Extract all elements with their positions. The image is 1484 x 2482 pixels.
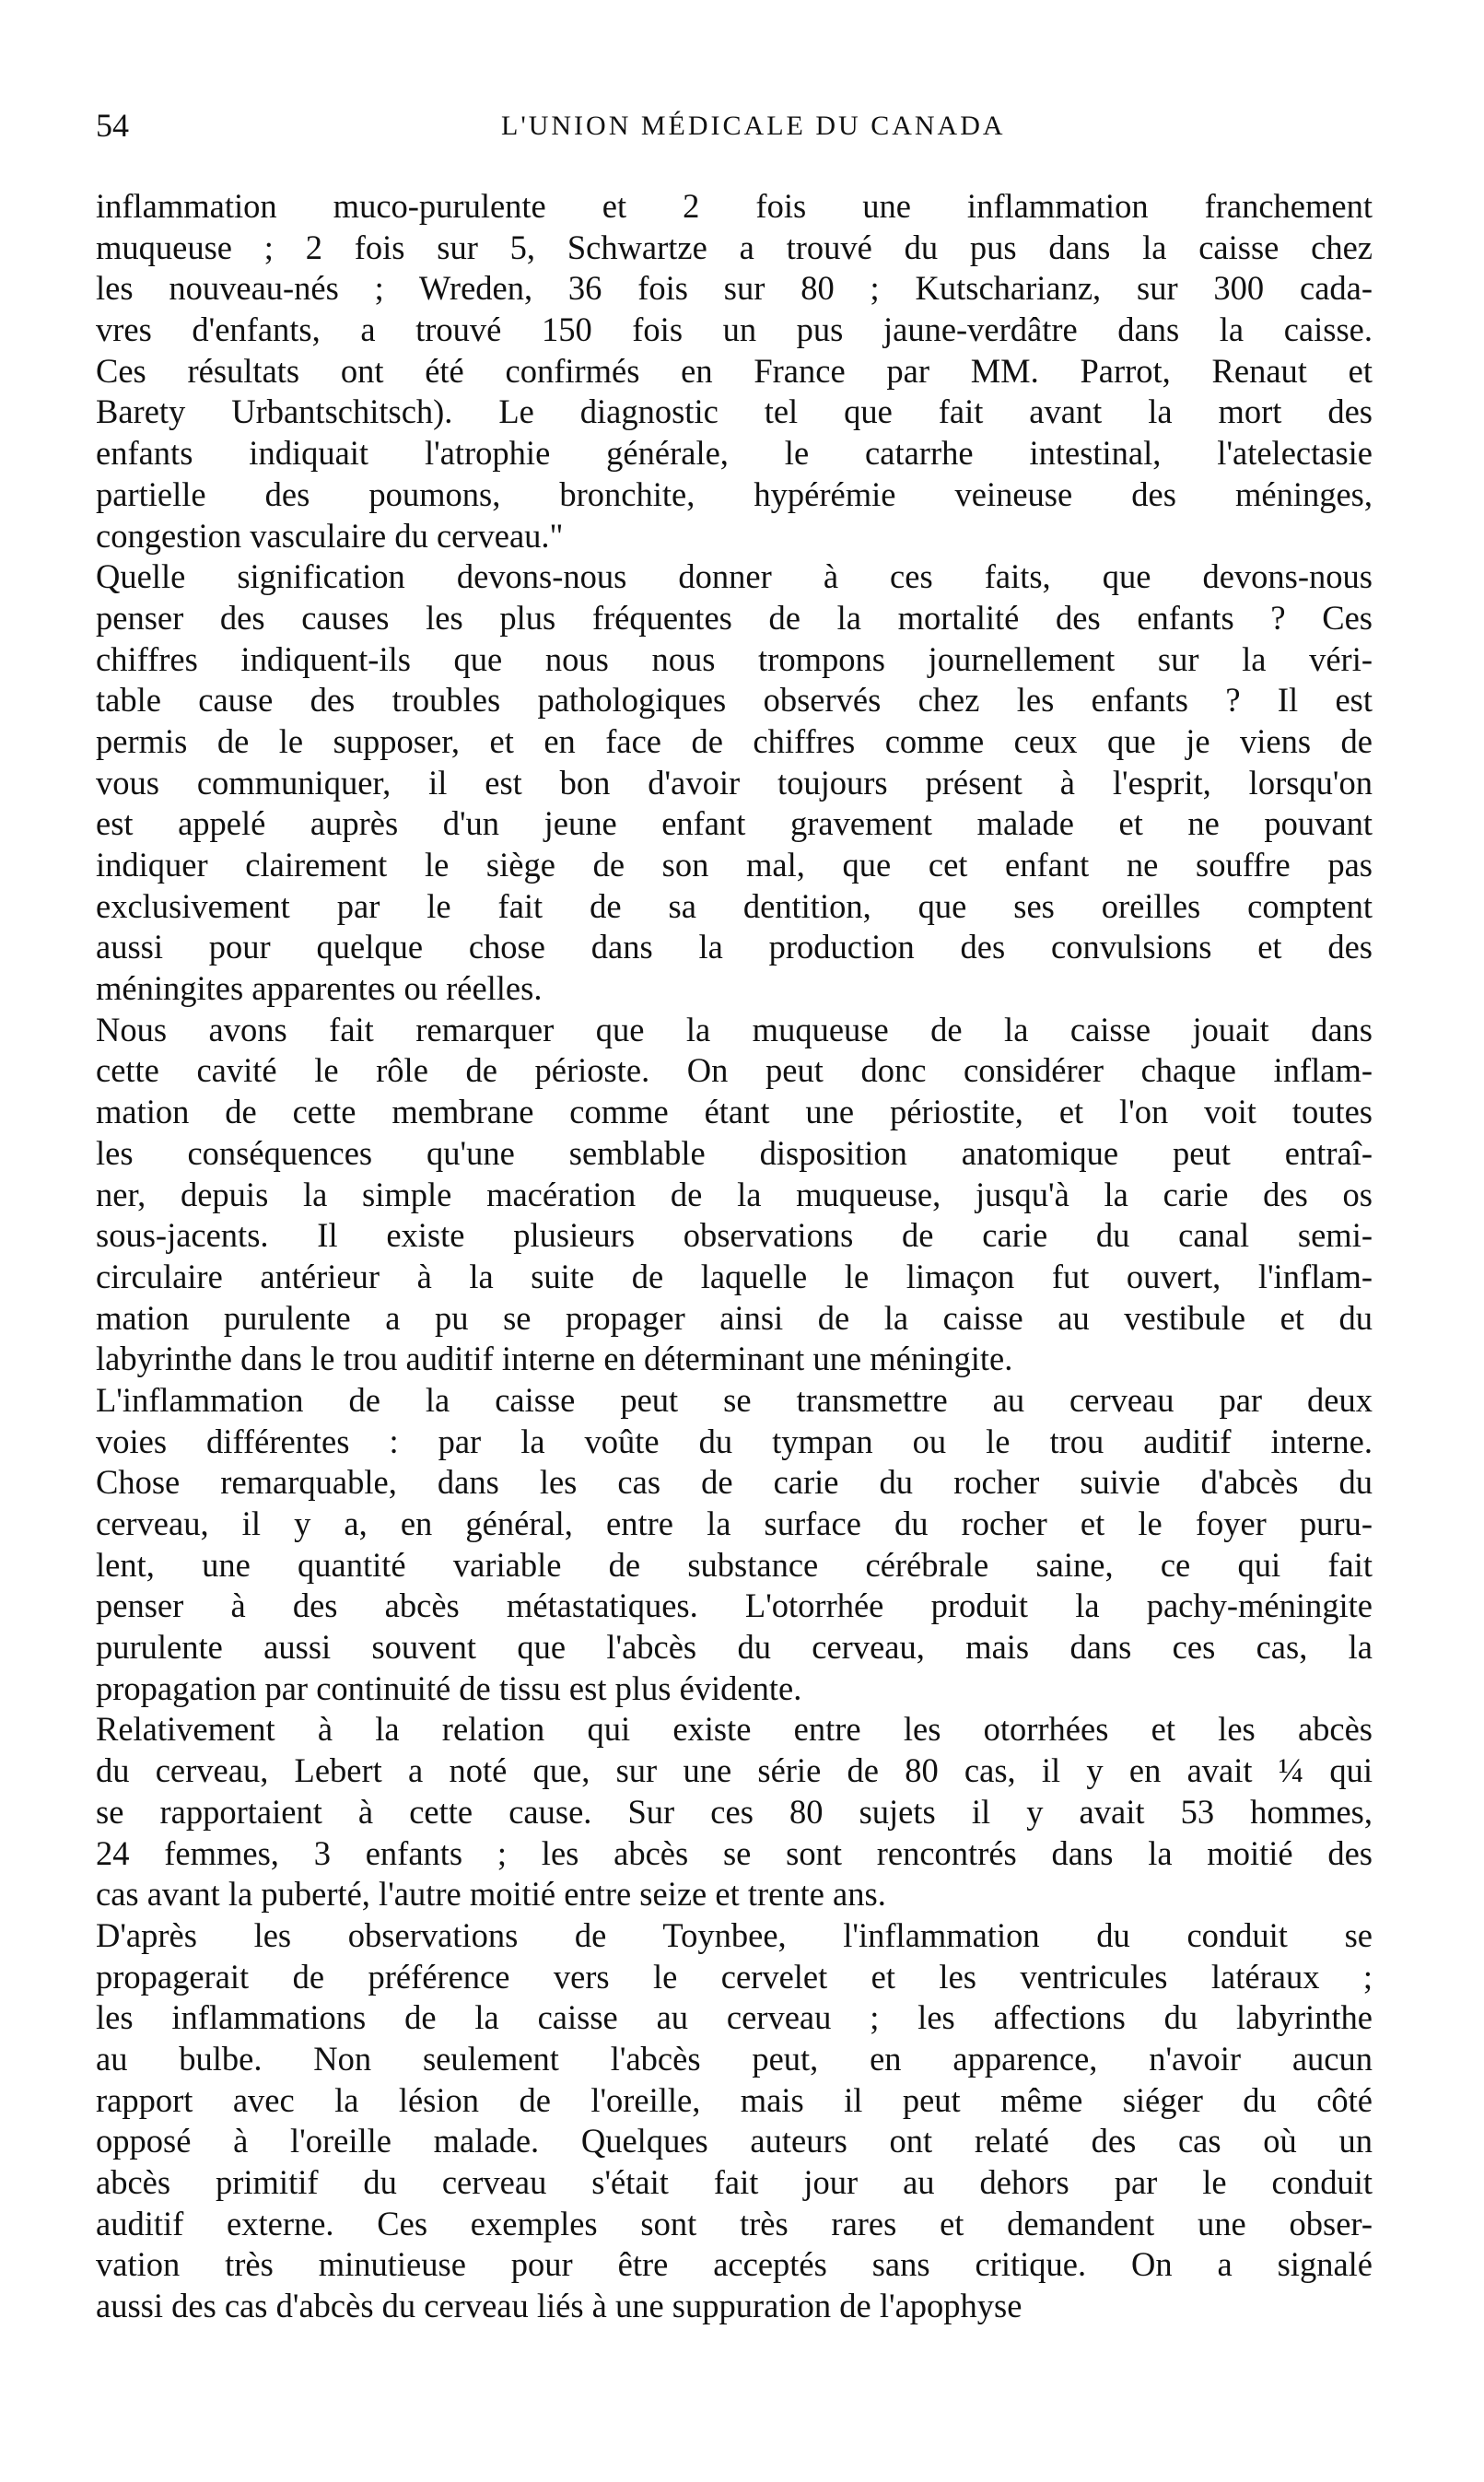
text-line: penser à des abcès métastatiques. L'otorrhée produit la pachy-méningite [96, 1586, 1373, 1625]
text-line: vation très minutieuse pour être acceptés sans critique. On a signalé [96, 2245, 1373, 2284]
paragraph [96, 186, 1373, 556]
text-line: lent, une quantité variable de substance cérébrale saine, ce qui fait [96, 1545, 1373, 1584]
text-line: Quelle signification devons-nous donner à ces faits, que devons-nous [96, 557, 1373, 596]
text-line: penser des causes les plus fréquentes de la mortalité des enfants ? Ces [96, 598, 1373, 637]
text-line: circulaire antérieur à la suite de laquelle le limaçon fut ouvert, l'inflam- [96, 1257, 1373, 1295]
text-line: congestion vasculaire du cerveau." [96, 516, 564, 555]
text-line: enfants indiquait l'atrophie générale, le catarrhe intestinal, l'atelectasie [96, 434, 1373, 473]
page-number: 54 [96, 107, 129, 144]
text-line: vres d'enfants, a trouvé 150 fois un pus jaune-verdâtre dans la caisse. [96, 310, 1373, 349]
page-header [96, 103, 1385, 147]
text-line: rapport avec la lésion de l'oreille, mais il peut même siéger du côté [96, 2080, 1373, 2119]
text-line: aussi pour quelque chose dans la production des convulsions et des [96, 928, 1373, 966]
text-line: cas avant la puberté, l'autre moitié entre seize et trente ans. [96, 1875, 886, 1914]
text-line: du cerveau, Lebert a noté que, sur une série de 80 cas, il y en avait ¼ qui [96, 1751, 1373, 1790]
text-line: Relativement à la relation qui existe entre les otorrhées et les abcès [96, 1710, 1373, 1749]
text-line: partielle des poumons, bronchite, hypérémie veineuse des méninges, [96, 474, 1373, 513]
text-line: les conséquences qu'une semblable disposition anatomique peut entraî- [96, 1133, 1373, 1172]
text-line: indiquer clairement le siège de son mal, que cet enfant ne souffre pas [96, 846, 1373, 884]
text-line: chiffres indiquent-ils que nous nous trompons journellement sur la véri- [96, 639, 1373, 678]
text-line: se rapportaient à cette cause. Sur ces 80 sujets il y avait 53 hommes, [96, 1792, 1373, 1831]
running-head: L'UNION MÉDICALE DU CANADA [501, 111, 1006, 141]
text-line: ner, depuis la simple macération de la muqueuse, jusqu'à la carie des os [96, 1175, 1373, 1213]
text-line: méningites apparentes ou réelles. [96, 969, 543, 1008]
text-line: les inflammations de la caisse au cerveau ; les affections du labyrinthe [96, 1998, 1373, 2037]
text-line: aussi des cas d'abcès du cerveau liés à une suppuration de l'apophyse [96, 2287, 1022, 2325]
text-line: Nous avons fait remarquer que la muqueuse de la caisse jouait dans [96, 1010, 1373, 1048]
text-line: vous communiquer, il est bon d'avoir toujours présent à l'esprit, lorsqu'on [96, 763, 1373, 802]
text-line: L'inflammation de la caisse peut se transmettre au cerveau par deux [96, 1380, 1373, 1419]
text-line: table cause des troubles pathologiques observés chez les enfants ? Il est [96, 681, 1373, 720]
text-line: mation de cette membrane comme étant une périostite, et l'on voit toutes [96, 1093, 1373, 1131]
text-line: voies différentes : par la voûte du tympan ou le trou auditif interne. [96, 1422, 1373, 1460]
text-line: Ces résultats ont été confirmés en France par MM. Parrot, Renaut et [96, 351, 1373, 390]
text-line: D'après les observations de Toynbee, l'inflammation du conduit se [96, 1915, 1373, 1954]
text-line: abcès primitif du cerveau s'était fait jour au dehors par le conduit [96, 2163, 1373, 2201]
text-line: au bulbe. Non seulement l'abcès peut, en apparence, n'avoir aucun [96, 2039, 1373, 2078]
paragraph [96, 556, 1373, 1010]
text-line: Barety Urbantschitsch). Le diagnostic tel que fait avant la mort des [96, 392, 1373, 431]
text-line: purulente aussi souvent que l'abcès du cerveau, mais dans ces cas, la [96, 1628, 1373, 1667]
text-line: mation purulente a pu se propager ainsi de la caisse au vestibule et du [96, 1298, 1373, 1337]
text-line: auditif externe. Ces exemples sont très rares et demandent une obser- [96, 2204, 1373, 2242]
paragraph [96, 1380, 1373, 1710]
paragraph [96, 1010, 1373, 1380]
text-line: sous-jacents. Il existe plusieurs observations de carie du canal semi- [96, 1216, 1373, 1255]
text-line: les nouveau-nés ; Wreden, 36 fois sur 80 ; Kutscharianz, sur 300 cada- [96, 269, 1373, 308]
text-line: cette cavité le rôle de périoste. On peut donc considérer chaque inflam- [96, 1051, 1373, 1090]
text-line: propagation par continuité de tissu est plus évidente. [96, 1668, 802, 1707]
text-line: cerveau, il y a, en général, entre la surface du rocher et le foyer puru- [96, 1504, 1373, 1542]
text-line: Chose remarquable, dans les cas de carie du rocher suivie d'abcès du [96, 1463, 1373, 1502]
text-line: exclusivement par le fait de sa dentition, que ses oreilles comptent [96, 886, 1373, 925]
text-line: 24 femmes, 3 enfants ; les abcès se sont rencontrés dans la moitié des [96, 1833, 1373, 1872]
paragraph [96, 1915, 1373, 2327]
text-line: propagerait de préférence vers le cervelet et les ventricules latéraux ; [96, 1957, 1373, 1996]
text-line: inflammation muco-purulente et 2 fois une inflammation franchement [96, 187, 1373, 225]
body-text [96, 186, 1373, 2327]
text-line: muqueuse ; 2 fois sur 5, Schwartze a trouvé du pus dans la caisse chez [96, 228, 1373, 266]
text-line: est appelé auprès d'un jeune enfant gravement malade et ne pouvant [96, 804, 1373, 843]
text-line: opposé à l'oreille malade. Quelques auteurs ont relaté des cas où un [96, 2122, 1373, 2160]
text-line: labyrinthe dans le trou auditif interne en déterminant une méningite. [96, 1340, 1013, 1378]
text-line: permis de le supposer, et en face de chiffres comme ceux que je viens de [96, 721, 1373, 760]
paragraph [96, 1709, 1373, 1914]
